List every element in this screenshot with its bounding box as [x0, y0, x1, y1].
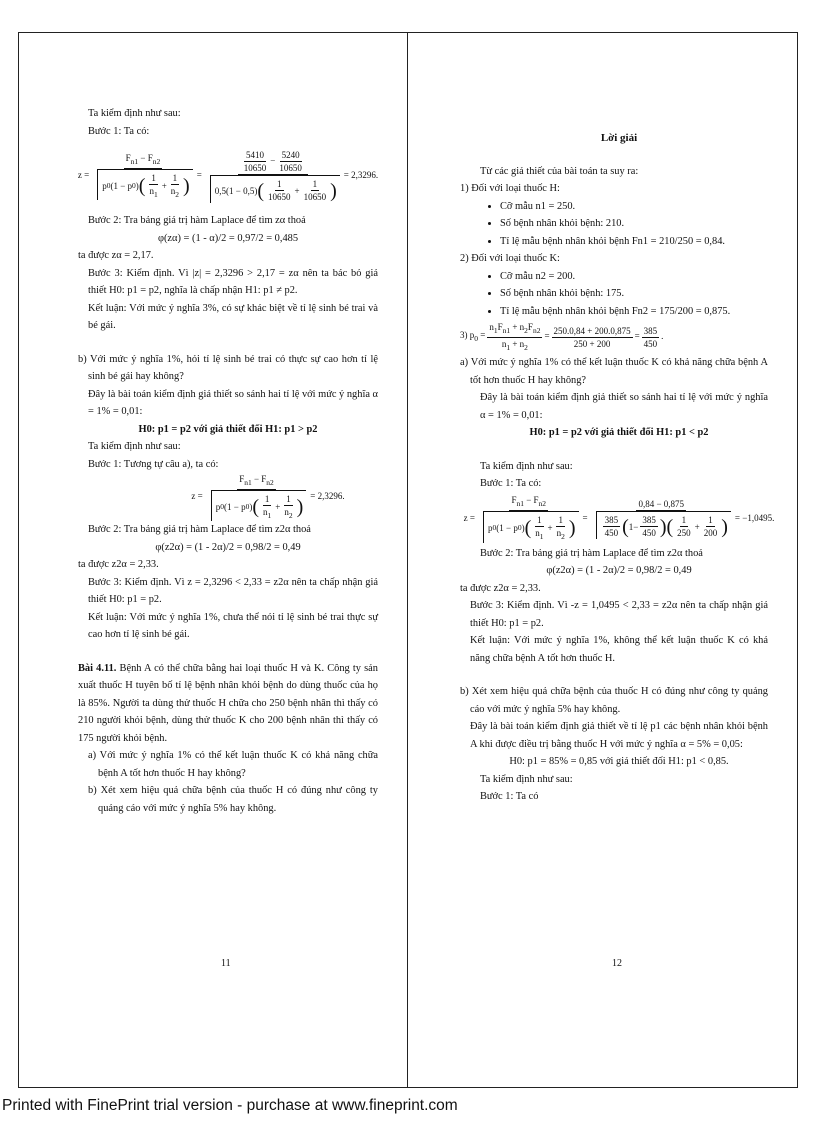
list-item: • Tỉ lệ mẫu bệnh nhân khỏi bệnh Fn2 = 175/200 = 0,875.	[500, 303, 768, 321]
paragraph: Kết luận: Với mức ý nghĩa 1%, chưa thể nói tỉ lệ sinh bé trai thực sự cao hơn tỉ lệ sinh bé gái.	[88, 611, 378, 640]
text-line: Bước 1: Ta có:	[480, 478, 542, 489]
text-line: 1) Đối với loại thuốc H:	[460, 183, 560, 194]
paragraph: Kết luận: Với mức ý nghĩa 3%, có sự khác biệt về tỉ lệ sinh bé trai và bé gái.	[88, 302, 378, 331]
page-right	[460, 130, 775, 806]
exercise-part-b: b) Xét xem hiệu quả chữa bệnh của thuốc H có đúng như công ty quảng cáo với mức ý nghĩa 5% hay không.	[88, 785, 378, 814]
paragraph: Bước 3: Kiểm định. Vì z = 2,3296 < 2,33 = z2α nên ta chấp nhận giả thiết H0: p1 = p2.	[88, 576, 378, 605]
text-line: Từ các giả thiết của bài toán ta suy ra:	[480, 165, 639, 177]
paragraph: Đây là bài toán kiểm định giả thiết so sánh hai tỉ lệ với mức ý nghĩa α = 1% = 0,01:	[88, 388, 378, 417]
paragraph: Bước 3: Kiểm định. Vì -z = 1,0495 < 2,33 = z2α nên ta chấp nhận giả thiết H0: p1 = p2.	[470, 600, 768, 629]
equation-z-b: z = $F_{n1} - F_{n2}$ p 0 (1 − p 0 ) ( $\frac{1}{n_1}$ + $\frac{1}{n_2}$ ) = 2,3296.	[191, 473, 345, 520]
equation-p0: 3) $p_0$ = $\frac{n_1F_{n1} + n_2F_{n2}}{n_1 + n_2}$ = $\frac{250.0,84 + 200.0,875}{250 + 200}$ = $\frac{385}{450}$ .	[460, 321, 664, 352]
hypothesis: H0: p1 = 85% = 0,85 với giả thiết đối H1: p1 < 0,85.	[509, 756, 729, 767]
text-line: Bước 2: Tra bảng giá trị hàm Laplace để tìm zα thoả	[88, 215, 306, 226]
paragraph: Kết luận: Với mức ý nghĩa 1%, không thể kết luận thuốc K có khả năng chữa bệnh A tốt hơn thuốc H.	[470, 635, 768, 664]
formula-line: φ(zα) = (1 - α)/2 = 0,97/2 = 0,485	[157, 232, 299, 244]
text-line: Ta kiểm định như sau:	[88, 441, 181, 452]
drug-h-list	[470, 198, 768, 251]
text-line: Bước 1: Tương tự câu a), ta có:	[88, 458, 219, 470]
page-number-right: 12	[612, 958, 622, 969]
list-item: • Cỡ mẫu n1 = 250.	[500, 198, 768, 216]
question-b: b) Xét xem hiệu quả chữa bệnh của thuốc H có đúng như công ty quảng cáo với mức ý nghĩa 5% hay không.	[460, 686, 768, 715]
text-line: Bước 1: Ta có	[480, 791, 539, 802]
text-line: ta được zα = 2,17.	[78, 250, 154, 261]
paragraph: Đây là bài toán kiểm định giả thiết so sánh hai tỉ lệ với mức ý nghĩa α = 1% = 0,01:	[480, 392, 768, 421]
section-title: Lời giải	[600, 132, 638, 144]
text-line: Ta kiểm định như sau:	[480, 460, 573, 472]
text-line: Bước 2: Tra bảng giá trị hàm Laplace để tìm z2α thoả	[480, 547, 703, 559]
equation-z-a: z = $F_{n1} - F_{n2}$ p 0 (1 − p 0 ) ( $\frac{1}{n_1}$ + $\frac{1}{n_2}$ ) = $\frac{5410}{10650}$ − $\frac{5240}{10650}$ 0,5(1 − 0,5) ( $\frac{1}{10650}$ + $\frac{1}{10650}$ ) = 2,3296.	[77, 150, 379, 202]
exercise-part-a: a) Với mức ý nghĩa 1% có thể kết luận thuốc K có khả năng chữa bệnh A tốt hơn thuốc H hay không?	[88, 750, 378, 779]
question-b: b) Với mức ý nghĩa 1%, hỏi tỉ lệ sinh bé trai có thực sự cao hơn tỉ lệ sinh bé gái hay không?	[78, 353, 378, 382]
list-item: • Cỡ mẫu n2 = 200.	[500, 268, 768, 286]
text-line: ta được z2α = 2,33.	[78, 559, 159, 570]
formula-line: φ(z2α) = (1 - 2α)/2 = 0,98/2 = 0,49	[546, 565, 692, 576]
paragraph: Bước 3: Kiểm định. Vì |z| = 2,3296 > 2,17 = zα nên ta bác bỏ giả thiết H0: p1 = p2, nghĩa là chấp nhận H1: p1 ≠ p2.	[88, 267, 378, 296]
equation-z-c: z = $F_{n1} - F_{n2}$ p 0 (1 − p 0 ) ( $\frac{1}{n_1}$ + $\frac{1}{n_2}$ ) = 0,84 − 0,875 $\frac{385}{450}$ ( 1− $\frac{385}{450}$ ) ( $\frac{1}{250}$ + $\frac{1}{200}$ ) = −1,0495.	[463, 495, 775, 541]
fineprint-footer: Printed with FinePrint trial version - purchase at www.fineprint.com	[2, 1097, 458, 1114]
text-line: Ta kiểm định như sau:	[88, 108, 181, 119]
text-line: Bước 2: Tra bảng giá trị hàm Laplace để tìm z2α thoả	[88, 524, 311, 535]
page-left	[78, 105, 378, 817]
page-number-left: 11	[221, 958, 231, 969]
question-a: a) Với mức ý nghĩa 1% có thể kết luận thuốc K có khả năng chữa bệnh A tốt hơn thuốc H hay không?	[460, 357, 768, 386]
drug-k-list	[470, 268, 768, 321]
list-item: • Số bệnh nhân khỏi bệnh: 210.	[500, 215, 768, 233]
page-divider	[407, 32, 408, 1088]
list-item: • Tỉ lệ mẫu bệnh nhân khỏi bệnh Fn1 = 210/250 = 0,84.	[500, 233, 768, 251]
text-line: Bước 1: Ta có:	[88, 125, 150, 137]
list-item: • Số bệnh nhân khỏi bệnh: 175.	[500, 285, 768, 303]
text-line: Ta kiểm định như sau:	[480, 773, 573, 785]
paragraph: Đây là bài toán kiểm định giả thiết về tỉ lệ p1 các bệnh nhân khỏi bệnh A khi được điều trị bằng thuốc H với mức ý nghĩa α = 5% = 0,05:	[470, 721, 768, 750]
hypothesis: H0: p1 = p2 với giả thiết đối H1: p1 < p2	[529, 427, 709, 438]
text-line: 2) Đối với loại thuốc K:	[460, 253, 560, 264]
text-line: ta được z2α = 2,33.	[460, 582, 541, 594]
formula-line: φ(z2α) = (1 - 2α)/2 = 0,98/2 = 0,49	[155, 541, 301, 553]
exercise-4-11: Bài 4.11. Bệnh A có thể chữa bằng hai loại thuốc H và K. Công ty sản xuất thuốc H tuyên bố tỉ lệ bệnh nhân khỏi bệnh do dùng thuốc của họ là 85%. Người ta dùng thử thuốc H chữa cho 250 bệnh nhân thì thấy có 210 người khỏi bệnh, dùng thử thuốc K cho 200 bệnh nhân thì thấy có 175 người khỏi bệnh.	[78, 662, 378, 744]
hypothesis: H0: p1 = p2 với giả thiết đối H1: p1 > p2	[138, 423, 318, 435]
